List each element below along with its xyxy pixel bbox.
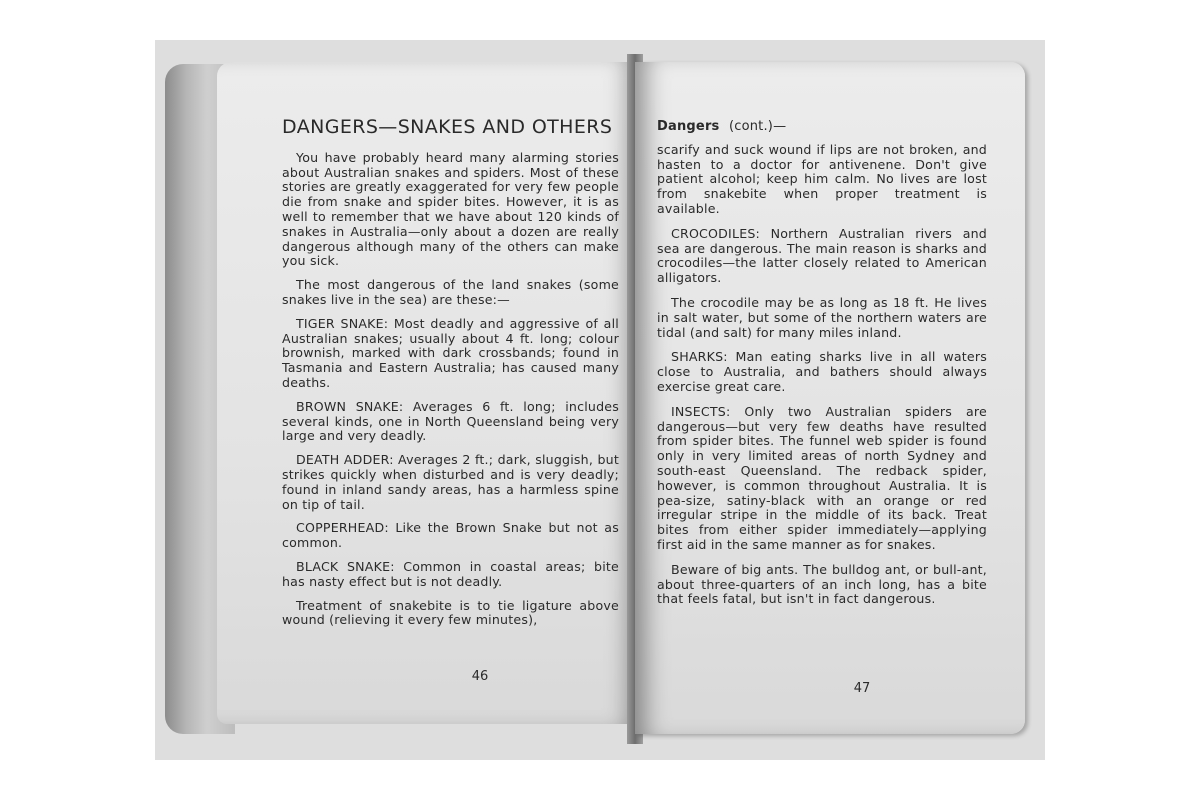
open-book [165,54,1030,744]
page-number: 47 [853,681,871,696]
paragraph: DEATH ADDER: Averages 2 ft.; dark, sluggish, but strikes quickly when disturbed and is very deadly; found in inland sandy areas, has a harmless spine on tip of tail. [282,452,619,512]
paragraph: You have probably heard many alarming stories about Australian snakes and spiders. Most of these stories are greatly exaggerated for very few people die from snake and spider bites. However, it is as well to remember that we have about 120 kinds of snakes in Australia—only about a dozen are really dangerous although many of the others can make you sick. [282,149,619,269]
running-title-main: Dangers [657,119,720,134]
paragraph: TIGER SNAKE: Most deadly and aggressive of all Australian snakes; usually about 4 ft. long; colour brownish, marked with dark crossbands; found in Tasmania and Eastern Australia; has caused many deaths. [282,315,619,390]
right-page [635,62,1025,734]
page-title: DANGERS—SNAKES AND OTHERS [282,116,613,138]
paragraph: scarify and suck wound if lips are not broken, and hasten to a doctor for antivenene. Don't give patient alcohol; keep him calm. No lives are lost from snakebite when proper treatment is available. [657,141,987,216]
running-title [657,120,987,135]
left-page [217,62,635,724]
paragraph: SHARKS: Man eating sharks live in all waters close to Australia, and bathers should always exercise great care. [657,349,987,394]
paragraph: INSECTS: Only two Australian spiders are dangerous—but very few deaths have resulted from spider bites. The funnel web spider is found only in very limited areas of north Sydney and south-east Queensland. The redback spider, however, is common throughout Australia. It is pea-size, satiny-black with an orange or red irregular stripe in the middle of its back. Treat bites from either spider immediately—applying first aid in the same manner as for snakes. [657,403,987,552]
paragraph: CROCODILES: Northern Australian rivers and sea are dangerous. The main reason is sharks and crocodiles—the latter closely related to American alligators. [657,225,987,286]
paragraph: The most dangerous of the land snakes (some snakes live in the sea) are these:— [282,277,619,307]
right-page-text [657,120,987,617]
paragraph: BLACK SNAKE: Common in coastal areas; bite has nasty effect but is not deadly. [282,558,619,589]
paragraph: Treatment of snakebite is to tie ligature above wound (relieving it every few minutes), [282,597,619,628]
page-number: 46 [471,669,489,684]
paragraph: The crocodile may be as long as 18 ft. He lives in salt water, but some of the northern waters are tidal (and salt) for many miles inland. [657,294,987,340]
paragraph: BROWN SNAKE: Averages 6 ft. long; includes several kinds, one in North Queensland being very large and very deadly. [282,398,619,444]
book-photo [155,40,1045,760]
running-title-suffix: (cont.)— [728,119,787,134]
left-page-text [282,116,619,637]
paragraph: Beware of big ants. The bulldog ant, or bull-ant, about three-quarters of an inch long, has a bite that feels fatal, but isn't in fact dangerous. [657,561,987,607]
paragraph: COPPERHEAD: Like the Brown Snake but not as common. [282,520,619,551]
